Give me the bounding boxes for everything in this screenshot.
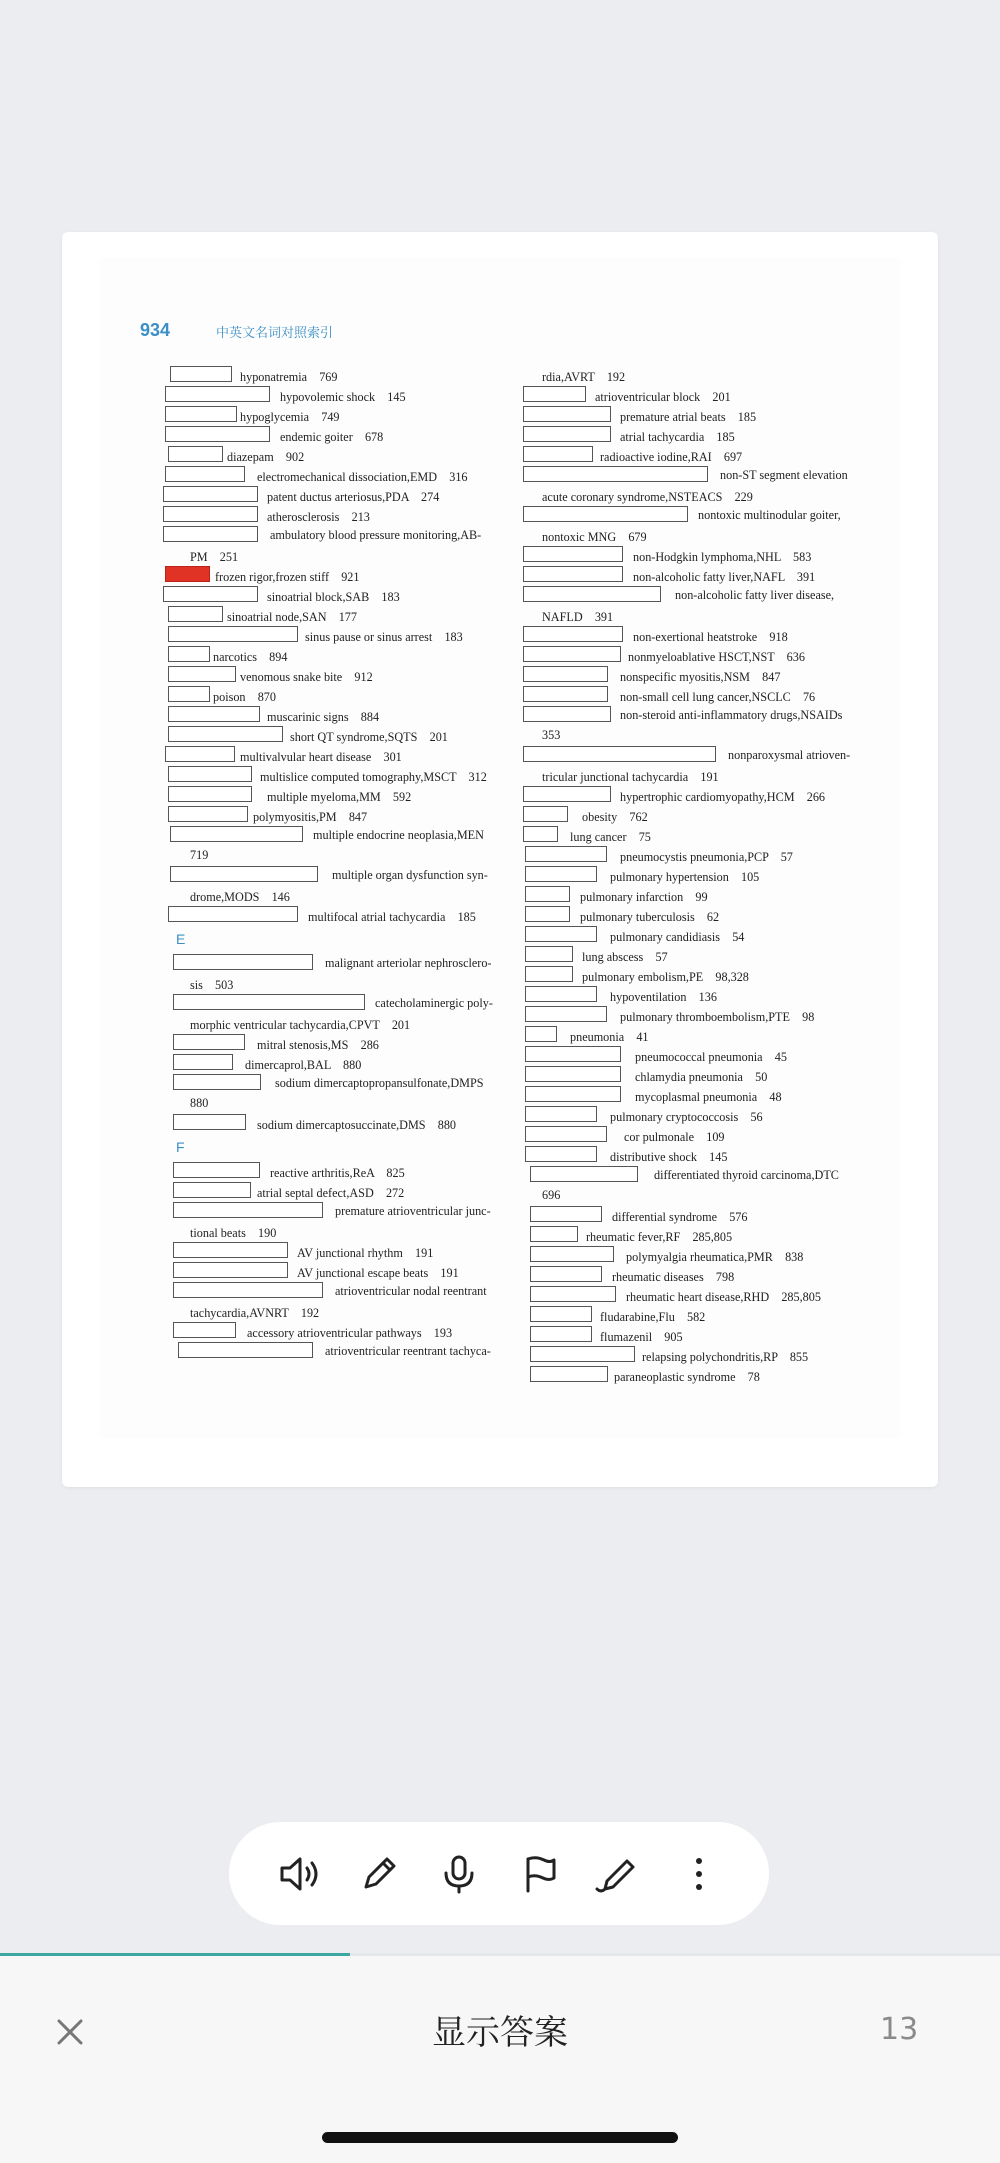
speaker-icon[interactable]	[269, 1844, 329, 1904]
index-entry	[160, 725, 508, 745]
entry-text: pulmonary embolism,PE 98,328	[582, 970, 749, 984]
entry-text: acute coronary syndrome,NSTEACS 229	[542, 490, 753, 504]
answer-blank[interactable]	[168, 666, 236, 682]
answer-blank[interactable]	[173, 1114, 246, 1130]
entry-text: PM 251	[190, 550, 239, 564]
answer-blank[interactable]	[525, 906, 570, 922]
answer-blank[interactable]	[523, 786, 611, 802]
answer-blank[interactable]	[525, 1086, 621, 1102]
index-entry	[520, 905, 864, 925]
entry-text: reactive arthritis,ReA 825	[270, 1166, 405, 1180]
index-entry	[520, 1345, 864, 1365]
index-entry	[160, 825, 508, 845]
answer-blank[interactable]	[523, 806, 568, 822]
more-icon[interactable]	[669, 1844, 729, 1904]
index-entry	[520, 845, 864, 865]
index-entry	[520, 865, 864, 885]
answer-blank[interactable]	[173, 1242, 288, 1258]
entry-text: frozen rigor,frozen stiff 921	[215, 570, 360, 584]
index-entry	[160, 405, 508, 425]
index-entry	[520, 765, 864, 785]
answer-blank[interactable]	[530, 1226, 578, 1242]
answer-blank[interactable]	[163, 526, 258, 542]
entry-text: differentiated thyroid carcinoma,DTC	[654, 1168, 839, 1182]
answer-blank[interactable]	[165, 406, 237, 422]
answer-blank[interactable]	[165, 746, 235, 762]
entry-text: sodium dimercaptosuccinate,DMS 880	[257, 1118, 457, 1132]
entry-text: pulmonary thromboembolism,PTE 98	[620, 1010, 815, 1024]
index-entry	[160, 865, 508, 885]
answer-blank[interactable]	[530, 1326, 592, 1342]
index-entry	[160, 973, 508, 993]
index-entry	[520, 685, 864, 705]
index-entry	[160, 1321, 508, 1341]
answer-blank[interactable]	[173, 1074, 261, 1090]
index-entry	[160, 1181, 508, 1201]
index-entry	[520, 1125, 864, 1145]
entry-text: non-small cell lung cancer,NSCLC 76	[620, 690, 816, 704]
index-entry	[160, 905, 508, 925]
index-entry	[160, 545, 508, 565]
entry-text: 880	[190, 1096, 209, 1110]
answer-blank[interactable]	[523, 406, 611, 422]
entry-text: atrioventricular block 201	[595, 390, 731, 404]
answer-blank[interactable]	[170, 826, 303, 842]
answer-blank[interactable]	[525, 866, 597, 882]
index-entry	[160, 1301, 508, 1321]
answer-blank[interactable]	[173, 1202, 323, 1218]
index-entry	[520, 425, 864, 445]
entry-text: tachycardia,AVNRT 192	[190, 1306, 320, 1320]
index-entry	[160, 953, 508, 973]
answer-blank[interactable]	[525, 1146, 597, 1162]
entry-text: atrial tachycardia 185	[620, 430, 735, 444]
index-entry	[520, 1105, 864, 1125]
index-entry	[520, 465, 864, 485]
entry-text: non-exertional heatstroke 918	[633, 630, 788, 644]
answer-blank-highlighted[interactable]	[165, 566, 210, 582]
entry-text: AV junctional escape beats 191	[297, 1266, 459, 1280]
index-entry	[520, 665, 864, 685]
entry-text: atrioventricular nodal reentrant	[335, 1284, 487, 1298]
index-entry	[520, 1065, 864, 1085]
index-entry	[160, 1281, 508, 1301]
index-entry	[160, 1261, 508, 1281]
entry-text: lung abscess 57	[582, 950, 668, 964]
section-letter: E	[176, 931, 186, 947]
answer-blank[interactable]	[168, 906, 298, 922]
answer-blank[interactable]	[523, 566, 623, 582]
entry-text: drome,MODS 146	[190, 890, 290, 904]
entry-text: rheumatic fever,RF 285,805	[586, 1230, 733, 1244]
entry-text: lung cancer 75	[570, 830, 651, 844]
answer-blank[interactable]	[168, 806, 248, 822]
close-icon[interactable]	[50, 2012, 90, 2052]
index-entry	[520, 1365, 864, 1385]
answer-blank[interactable]	[530, 1306, 592, 1322]
answer-blank[interactable]	[525, 1026, 557, 1042]
index-entry	[160, 1013, 508, 1033]
index-entry	[160, 585, 508, 605]
entry-text: multifocal atrial tachycardia 185	[308, 910, 476, 924]
index-entry	[520, 625, 864, 645]
entry-text: hypoglycemia 749	[240, 410, 340, 424]
index-entry	[520, 405, 864, 425]
index-entry	[160, 365, 508, 385]
index-entry	[520, 1145, 864, 1165]
index-entry	[160, 845, 508, 865]
entry-text: hyponatremia 769	[240, 370, 338, 384]
entry-text: AV junctional rhythm 191	[297, 1246, 434, 1260]
answer-blank[interactable]	[525, 926, 597, 942]
entry-text: mitral stenosis,MS 286	[257, 1038, 379, 1052]
entry-text: differential syndrome 576	[612, 1210, 748, 1224]
index-entry	[520, 1025, 864, 1045]
index-entry	[520, 365, 864, 385]
answer-blank[interactable]	[525, 1006, 607, 1022]
answer-blank[interactable]	[530, 1266, 602, 1282]
index-entry	[520, 925, 864, 945]
index-entry	[520, 525, 864, 545]
entry-text: electromechanical dissociation,EMD 316	[257, 470, 468, 484]
index-entry	[520, 825, 864, 845]
entry-text: non-ST segment elevation	[720, 468, 848, 482]
entry-text: mycoplasmal pneumonia 48	[635, 1090, 782, 1104]
index-entry	[160, 425, 508, 445]
entry-text: nonparoxysmal atrioven-	[728, 748, 851, 762]
index-entry	[520, 385, 864, 405]
index-entry	[160, 1241, 508, 1261]
entry-text: relapsing polychondritis,RP 855	[642, 1350, 809, 1364]
index-entry	[160, 525, 508, 545]
answer-blank[interactable]	[523, 666, 608, 682]
answer-blank[interactable]	[523, 466, 708, 482]
index-entry	[160, 1161, 508, 1181]
entry-text: rheumatic heart disease,RHD 285,805	[626, 1290, 821, 1304]
answer-blank[interactable]	[170, 866, 318, 882]
index-entry	[520, 505, 864, 525]
answer-blank[interactable]	[530, 1286, 616, 1302]
answer-blank[interactable]	[165, 466, 245, 482]
index-entry	[520, 1245, 864, 1265]
entry-text: pneumocystis pneumonia,PCP 57	[620, 850, 793, 864]
entry-text: pulmonary hypertension 105	[610, 870, 760, 884]
index-entry	[520, 585, 864, 605]
index-entry	[160, 465, 508, 485]
answer-blank[interactable]	[173, 1034, 245, 1050]
entry-text: multivalvular heart disease 301	[240, 750, 402, 764]
entry-text: patent ductus arteriosus,PDA 274	[267, 490, 440, 504]
index-entry	[520, 965, 864, 985]
entry-text: radioactive iodine,RAI 697	[600, 450, 743, 464]
answer-blank[interactable]	[530, 1166, 638, 1182]
entry-text: tricular junctional tachycardia 191	[542, 770, 719, 784]
index-entry	[520, 805, 864, 825]
answer-blank[interactable]	[163, 586, 258, 602]
entry-text: poison 870	[213, 690, 276, 704]
index-entry	[160, 885, 508, 905]
index-entry	[160, 605, 508, 625]
entry-text: obesity 762	[582, 810, 648, 824]
index-entry	[160, 785, 508, 805]
pencil-icon[interactable]	[349, 1844, 409, 1904]
entry-text: nontoxic multinodular goiter,	[698, 508, 841, 522]
entry-text: rheumatic diseases 798	[612, 1270, 735, 1284]
index-entry	[160, 645, 508, 665]
entry-text: distributive shock 145	[610, 1150, 728, 1164]
bottom-toolbar	[229, 1822, 769, 1925]
answer-blank[interactable]	[523, 826, 558, 842]
entry-text: dimercaprol,BAL 880	[245, 1058, 362, 1072]
answer-blank[interactable]	[525, 1126, 607, 1142]
entry-text: pulmonary cryptococcosis 56	[610, 1110, 763, 1124]
index-entry	[520, 445, 864, 465]
index-entry	[520, 945, 864, 965]
index-entry	[520, 545, 864, 565]
answer-blank[interactable]	[525, 966, 573, 982]
entry-text: cor pulmonale 109	[624, 1130, 725, 1144]
entry-text: pulmonary candidiasis 54	[610, 930, 745, 944]
index-entry	[520, 885, 864, 905]
answer-blank[interactable]	[525, 1046, 621, 1062]
index-column-left	[160, 365, 508, 1361]
index-entry	[160, 565, 508, 585]
entry-text: 353	[542, 728, 561, 742]
answer-blank[interactable]	[170, 366, 232, 382]
entry-text: hypertrophic cardiomyopathy,HCM 266	[620, 790, 826, 804]
answer-blank[interactable]	[173, 954, 313, 970]
index-entry	[520, 1045, 864, 1065]
index-entry	[160, 625, 508, 645]
index-entry	[520, 565, 864, 585]
answer-blank[interactable]	[173, 1282, 323, 1298]
entry-text: multislice computed tomography,MSCT 312	[260, 770, 487, 784]
answer-blank[interactable]	[525, 986, 597, 1002]
entry-text: sis 503	[190, 978, 234, 992]
answer-blank[interactable]	[523, 626, 623, 642]
index-entry	[520, 485, 864, 505]
answer-blank[interactable]	[168, 766, 252, 782]
entry-text: non-alcoholic fatty liver,NAFL 391	[633, 570, 816, 584]
answer-blank[interactable]	[525, 946, 573, 962]
index-entry	[520, 1285, 864, 1305]
index-entry	[520, 1185, 864, 1205]
entry-text: tional beats 190	[190, 1226, 277, 1240]
answer-blank[interactable]	[523, 446, 593, 462]
answer-blank[interactable]	[163, 506, 258, 522]
answer-blank[interactable]	[173, 994, 365, 1010]
answer-blank[interactable]	[523, 746, 716, 762]
card-counter: 13	[880, 2012, 919, 2047]
answer-blank[interactable]	[178, 1342, 313, 1358]
answer-blank[interactable]	[165, 386, 270, 402]
index-entry	[160, 445, 508, 465]
index-entry	[160, 745, 508, 765]
index-entry	[520, 1005, 864, 1025]
entry-text: atrioventricular reentrant tachyca-	[325, 1344, 491, 1358]
entry-text: atrial septal defect,ASD 272	[257, 1186, 405, 1200]
answer-blank[interactable]	[530, 1366, 608, 1382]
answer-blank[interactable]	[165, 426, 270, 442]
index-entry	[160, 665, 508, 685]
answer-blank[interactable]	[173, 1262, 288, 1278]
show-answer-button[interactable]: 显示答案	[432, 2013, 568, 2053]
answer-blank[interactable]	[525, 1106, 597, 1122]
entry-text: premature atrial beats 185	[620, 410, 757, 424]
answer-blank[interactable]	[168, 606, 223, 622]
answer-blank[interactable]	[168, 786, 252, 802]
entry-text: pulmonary tuberculosis 62	[580, 910, 720, 924]
entry-text: accessory atrioventricular pathways 193	[247, 1326, 453, 1340]
entry-text: chlamydia pneumonia 50	[635, 1070, 768, 1084]
answer-blank[interactable]	[523, 646, 621, 662]
index-entry	[160, 1341, 508, 1361]
answer-blank[interactable]	[523, 586, 661, 602]
entry-text: multiple organ dysfunction syn-	[332, 868, 488, 882]
index-entry	[520, 1205, 864, 1225]
entry-text: polymyalgia rheumatica,PMR 838	[626, 1250, 804, 1264]
index-entry	[520, 1265, 864, 1285]
entry-text: endemic goiter 678	[280, 430, 384, 444]
entry-text: sinus pause or sinus arrest 183	[305, 630, 463, 644]
index-entry	[160, 685, 508, 705]
index-entry	[520, 1165, 864, 1185]
answer-blank[interactable]	[168, 646, 210, 662]
answer-blank[interactable]	[173, 1182, 251, 1198]
entry-text: nonspecific myositis,NSM 847	[620, 670, 781, 684]
entry-text: sodium dimercaptopropansulfonate,DMPS	[275, 1076, 484, 1090]
index-entry	[520, 985, 864, 1005]
page-number: 934	[140, 320, 171, 340]
answer-blank[interactable]	[173, 1162, 260, 1178]
entry-text: muscarinic signs 884	[267, 710, 380, 724]
index-entry	[160, 1221, 508, 1241]
index-entry	[160, 1113, 508, 1133]
entry-text: 719	[190, 848, 209, 862]
entry-text: polymyositis,PM 847	[253, 810, 368, 824]
entry-text: pneumonia 41	[570, 1030, 649, 1044]
answer-blank[interactable]	[173, 1322, 236, 1338]
entry-text: pulmonary infarction 99	[580, 890, 708, 904]
index-entry	[160, 705, 508, 725]
index-entry	[520, 645, 864, 665]
answer-blank[interactable]	[168, 686, 210, 702]
index-entry	[160, 1073, 508, 1093]
answer-blank[interactable]	[530, 1206, 602, 1222]
entry-text: multiple myeloma,MM 592	[267, 790, 412, 804]
index-entry	[520, 1225, 864, 1245]
answer-blank[interactable]	[168, 706, 260, 722]
answer-blank[interactable]	[525, 846, 607, 862]
index-entry	[520, 725, 864, 745]
index-entry	[160, 805, 508, 825]
index-entry	[160, 1093, 508, 1113]
index-entry	[160, 993, 508, 1013]
answer-blank[interactable]	[525, 886, 570, 902]
index-entry	[160, 485, 508, 505]
entry-text: NAFLD 391	[542, 610, 614, 624]
entry-text: 696	[542, 1188, 561, 1202]
page-header: 中英文名词对照索引	[216, 326, 334, 341]
entry-text: narcotics 894	[213, 650, 288, 664]
answer-blank[interactable]	[168, 726, 283, 742]
pen-icon[interactable]	[589, 1844, 649, 1904]
index-entry	[520, 705, 864, 725]
entry-text: non-alcoholic fatty liver disease,	[675, 588, 835, 602]
entry-text: diazepam 902	[227, 450, 305, 464]
entry-text: hypoventilation 136	[610, 990, 717, 1004]
entry-text: flumazenil 905	[600, 1330, 683, 1344]
entry-text: atherosclerosis 213	[267, 510, 370, 524]
entry-text: fludarabine,Flu 582	[600, 1310, 706, 1324]
section-letter: F	[176, 1139, 185, 1155]
answer-blank[interactable]	[523, 386, 586, 402]
index-entry	[520, 1085, 864, 1105]
entry-text: nonmyeloablative HSCT,NST 636	[628, 650, 805, 664]
entry-text: malignant arteriolar nephrosclero-	[325, 956, 492, 970]
index-column-right	[520, 365, 864, 1385]
index-entry	[520, 605, 864, 625]
index-entry	[520, 785, 864, 805]
answer-blank[interactable]	[168, 626, 298, 642]
answer-blank[interactable]	[530, 1346, 635, 1362]
index-entry	[160, 1033, 508, 1053]
answer-blank[interactable]	[523, 686, 608, 702]
answer-blank[interactable]	[523, 506, 688, 522]
answer-blank[interactable]	[523, 546, 623, 562]
entry-text: hypovolemic shock 145	[280, 390, 406, 404]
home-indicator[interactable]	[322, 2132, 678, 2143]
entry-text: ambulatory blood pressure monitoring,AB-	[270, 528, 482, 542]
index-entry	[160, 1201, 508, 1221]
index-entry	[160, 505, 508, 525]
index-entry	[160, 385, 508, 405]
index-entry	[160, 1053, 508, 1073]
entry-text: premature atrioventricular junc-	[335, 1204, 491, 1218]
flag-icon[interactable]	[509, 1844, 569, 1904]
index-entry	[520, 1305, 864, 1325]
entry-text: non-steroid anti-inflammatory drugs,NSAIDs	[620, 708, 843, 722]
answer-blank[interactable]	[168, 446, 223, 462]
entry-text: pneumococcal pneumonia 45	[635, 1050, 787, 1064]
index-entry	[520, 1325, 864, 1345]
entry-text: rdia,AVRT 192	[542, 370, 626, 384]
entry-text: morphic ventricular tachycardia,CPVT 201	[190, 1018, 411, 1032]
index-entry	[160, 765, 508, 785]
answer-blank[interactable]	[173, 1054, 233, 1070]
entry-text: nontoxic MNG 679	[542, 530, 647, 544]
answer-blank[interactable]	[525, 1066, 621, 1082]
microphone-icon[interactable]	[429, 1844, 489, 1904]
answer-blank[interactable]	[523, 706, 611, 722]
answer-blank[interactable]	[163, 486, 258, 502]
index-entry	[520, 745, 864, 765]
entry-text: multiple endocrine neoplasia,MEN	[313, 828, 484, 842]
entry-text: venomous snake bite 912	[240, 670, 373, 684]
entry-text: catecholaminergic poly-	[375, 996, 493, 1010]
entry-text: short QT syndrome,SQTS 201	[290, 730, 448, 744]
answer-blank[interactable]	[523, 426, 611, 442]
entry-text: sinoatrial node,SAN 177	[227, 610, 357, 624]
entry-text: paraneoplastic syndrome 78	[614, 1370, 760, 1384]
entry-text: non-Hodgkin lymphoma,NHL 583	[633, 550, 812, 564]
entry-text: sinoatrial block,SAB 183	[267, 590, 400, 604]
answer-blank[interactable]	[530, 1246, 614, 1262]
